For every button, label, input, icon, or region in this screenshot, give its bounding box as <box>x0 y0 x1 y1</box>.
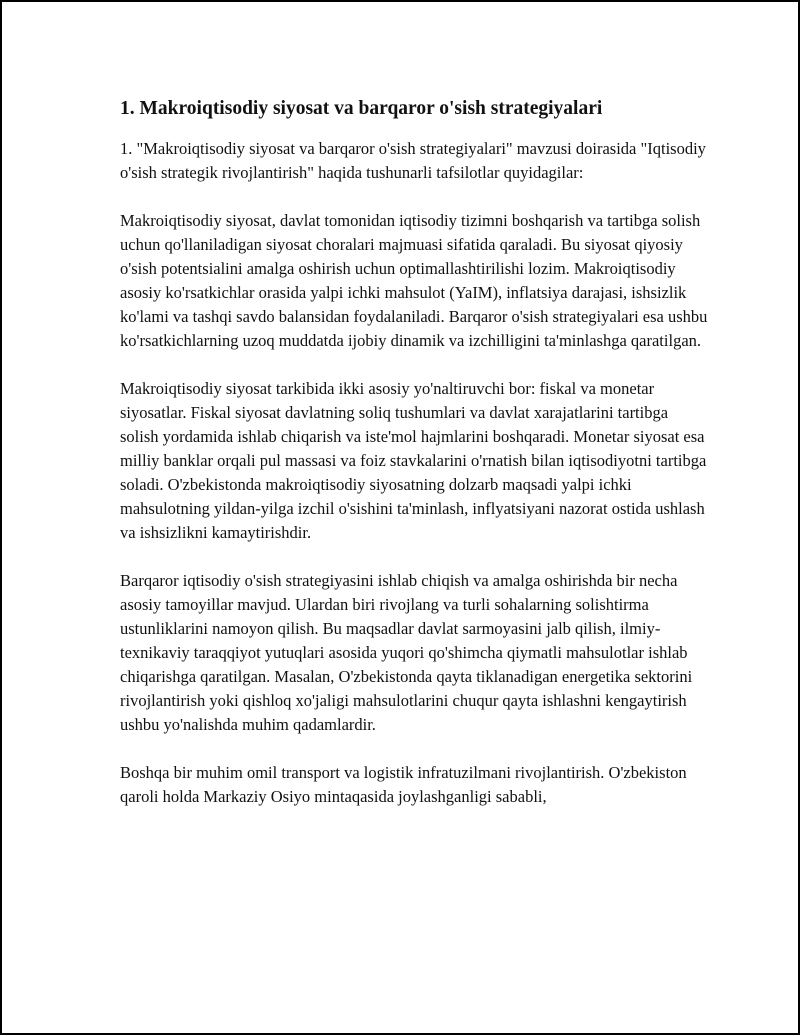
paragraph-macro-policy: Makroiqtisodiy siyosat, davlat tomonidan iqtisodiy tizimni boshqarish va tartibga solish uchun qo'llaniladigan siyosat choralari majmuasi sifatida qaraladi. Bu siyosat qiyosiy o'sish potentsialini amalga oshirish uchun optimallashtirilishi lozim. Makroiqtisodiy asosiy ko'rsatkichlar orasida yalpi ichki mahsulot (YaIM), inflatsiya darajasi, ishsizlik ko'lami va tashqi savdo balansidan foydalaniladi. Barqaror o'sish strategiyalari esa ushbu ko'rsatkichlarning uzoq muddatda ijobiy dinamik va izchilligini ta'minlashga qaratilgan. <box>120 211 708 350</box>
document-title: 1. Makroiqtisodiy siyosat va barqaror o'sish strategiyalari <box>120 98 603 119</box>
paragraph-infrastructure: Boshqa bir muhim omil transport va logistik infratuzilmani rivojlantirish. O'zbekiston qaroli holda Markaziy Osiyo mintaqasida joylashganligi sababli, <box>120 763 687 806</box>
paragraph-fiscal-monetary: Makroiqtisodiy siyosat tarkibida ikki asosiy yo'naltiruvchi bor: fiskal va monetar siyosatlar. Fiskal siyosat davlatning soliq tushumlari va davlat xarajatlarini tartibga solish yordamida ishlab chiqarish va iste'mol hajmlarini boshqaradi. Monetar siyosat esa milliy banklar orqali pul massasi va foiz stavkalarini o'rnatish bilan iqtisodiyotni tartibga soladi. O'zbekistonda makroiqtisodiy siyosatning dolzarb maqsadi yalpi ichki mahsulotning yildan-yilga izchil o'sishini ta'minlash, inflyatsiyani nazorat ostida ushlash va ishsizlikni kamaytirishdir. <box>120 379 707 542</box>
paragraph-growth-principles: Barqaror iqtisodiy o'sish strategiyasini ishlab chiqish va amalga oshirishda bir necha asosiy tamoyillar mavjud. Ulardan biri rivojlang va turli sohalarning solishtirma ustunliklarini namoyon qilish. Bu maqsadlar davlat sarmoyasini jalb qilish, ilmiy-texnikaviy taraqqiyot yutuqlari asosida yuqori qo'shimcha qiymatli mahsulotlar ishlab chiqarishga qaratilgan. Masalan, O'zbekistonda qayta tiklanadigan energetika sektorini rivojlantirish yoki qishloq xo'jaligi mahsulotlarini chuqur qayta ishlashni kengaytirish ushbu yo'nalishda muhim qadamlardir. <box>120 571 693 734</box>
paragraph-intro: 1. "Makroiqtisodiy siyosat va barqaror o'sish strategiyalari" mavzusi doirasida "Iqtisodiy o'sish strategik rivojlantirish" haqida tushunarli tafsilotlar quyidagilar: <box>120 139 706 182</box>
document-body <box>120 95 710 833</box>
